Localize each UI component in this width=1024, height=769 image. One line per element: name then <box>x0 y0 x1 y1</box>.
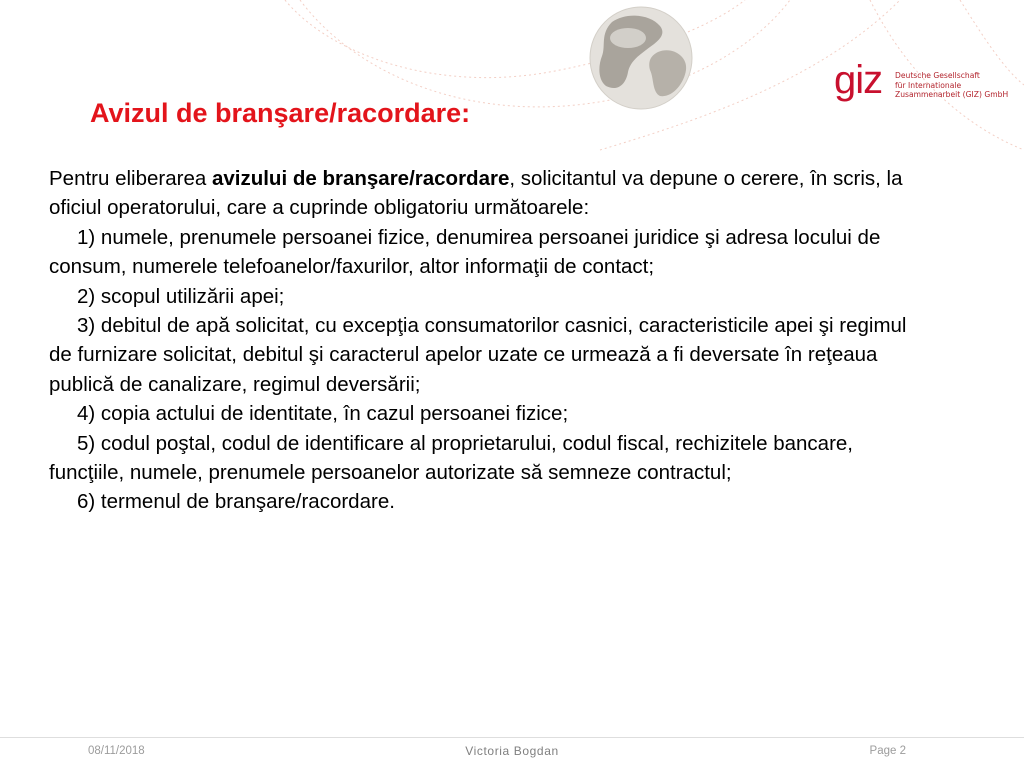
logo-text-line: Deutsche Gesellschaft <box>895 71 980 80</box>
globe-icon <box>590 7 692 109</box>
intro-text-before: Pentru eliberarea <box>49 167 212 190</box>
list-item-2: 2) scopul utilizării apei; <box>77 284 285 308</box>
logo-text-line: Zusammenarbeit (GIZ) GmbH <box>895 90 1009 100</box>
footer-author: Victoria Bogdan <box>465 744 559 758</box>
list-item-4: 4) copia actului de identitate, în cazul persoanei fizice; <box>77 402 569 426</box>
intro-bold-term: avizului de branşare/racordare <box>211 167 510 190</box>
giz-logo-text <box>895 71 1009 100</box>
list-item-1: 1) numele, prenumele persoanei fizice, denumirea persoanei juridice şi adresa locului de consum, numerele telefoanelor/faxurilor, altor informaţii de contact; <box>49 225 881 279</box>
slide-footer <box>0 737 1024 769</box>
intro-text-after: , solicitantul va depune o cerere, în scris, la oficiul operatorului, care a cuprinde obligatoriu următoarele: <box>49 167 903 220</box>
giz-logo <box>834 58 1009 106</box>
footer-page-number: Page 2 <box>869 745 906 757</box>
list-item-3: 3) debitul de apă solicitat, cu excepţia consumatorilor casnici, caracteristicile apei şi regimul de furnizare solicitat, debitul şi caracterul apelor uzate ce urmează a fi deversate în reţeaua publică de canalizare, regimul deversării; <box>49 314 907 396</box>
giz-logo-mark: giz <box>834 58 883 102</box>
list-item-5: 5) codul poştal, codul de identificare al proprietarului, codul fiscal, rechizitele bancare, funcţiile, numele, prenumele persoanelor autorizate să semneze contractul; <box>49 431 854 485</box>
footer-date: 08/11/2018 <box>88 745 145 757</box>
intro-paragraph <box>49 164 929 223</box>
slide-title: Avizul de branşare/racordare: <box>90 98 471 128</box>
list-item-6: 6) termenul de branşare/racordare. <box>77 490 395 514</box>
logo-text-line: für Internationale <box>895 80 962 90</box>
slide-body <box>49 164 929 517</box>
